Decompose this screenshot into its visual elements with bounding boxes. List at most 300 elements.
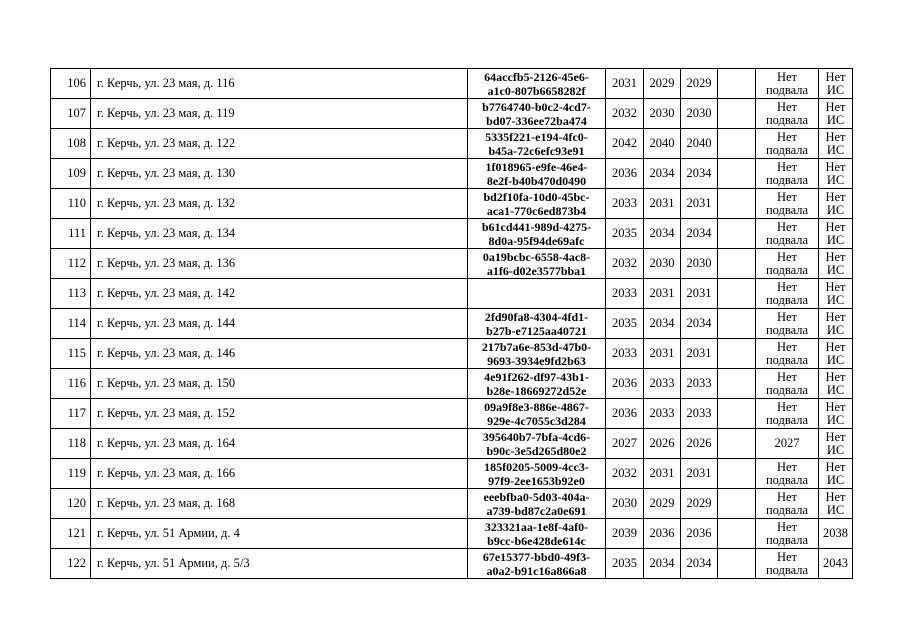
year-cell [681,99,718,129]
guid-line-2: b45a-72c6efc93e91 [488,143,585,158]
housing-table [50,68,853,579]
year-value: 2039 [612,526,637,540]
table-row [51,219,853,249]
year-cell [606,189,644,219]
address-cell [91,219,468,249]
document-page [50,68,853,579]
guid-line-1: 217b7a6e-853d-47b0- [481,339,592,354]
is-line-2: ИС [826,472,845,487]
year-cell [644,279,681,309]
year-cell [644,429,681,459]
address-text: г. Керчь, ул. 23 мая, д. 146 [97,346,236,360]
basement-line-2: подвала [765,532,809,547]
row-number: 110 [67,196,86,210]
year-cell [606,99,644,129]
is-line-1: Нет [825,99,846,114]
row-number-cell [51,249,91,279]
year-value: 2036 [612,406,637,420]
basement-line-2: подвала [765,112,809,127]
guid-cell [468,399,606,429]
year-cell [606,459,644,489]
guid-line-2: a0a2-b91c16a866a8 [486,563,587,578]
guid-line-1: b61cd441-989d-4275- [481,219,592,234]
address-text: г. Керчь, ул. 23 мая, д. 132 [97,196,236,210]
year-cell [681,249,718,279]
row-number-cell [51,159,91,189]
year-value: 2040 [686,136,712,150]
basement-cell [756,129,819,159]
guid-line-2: a1f6-d02e3577bba1 [486,263,587,278]
is-line-1: Нет [825,459,846,474]
basement-value: 2027 [774,436,800,450]
year-value: 2032 [612,256,637,270]
row-number-cell [51,279,91,309]
table-row [51,549,853,579]
basement-cell [756,399,819,429]
basement-line-1: Нет [776,219,798,234]
address-cell [91,159,468,189]
is-line-2: ИС [826,382,845,397]
guid-cell [468,69,606,99]
basement-line-1: Нет [776,309,798,324]
year-cell [606,429,644,459]
row-number: 121 [67,526,86,540]
year-cell [606,159,644,189]
row-number-cell [51,369,91,399]
basement-cell [756,339,819,369]
year-value: 2035 [612,226,637,240]
year-cell [606,489,644,519]
basement-line-1: Нет [776,189,798,204]
is-cell [819,549,853,579]
guid-line-1: 185f0205-5009-4cc3- [484,459,589,474]
year-value: 2031 [649,466,675,480]
is-cell [819,159,853,189]
year-cell [681,129,718,159]
year-cell [681,459,718,489]
year-cell [606,129,644,159]
year-cell [644,189,681,219]
table-row [51,459,853,489]
year-cell [644,99,681,129]
row-number: 119 [67,466,86,480]
year-value: 2031 [686,346,712,360]
year-cell [644,339,681,369]
table-row [51,489,853,519]
is-line-1: Нет [825,189,846,204]
address-text: г. Керчь, ул. 51 Армии, д. 5/3 [97,556,250,570]
basement-cell [756,489,819,519]
address-text: г. Керчь, ул. 23 мая, д. 122 [97,136,236,150]
year-value: 2029 [686,496,712,510]
empty-cell [718,129,756,159]
guid-line-1: 0a19bcbc-6558-4ac8- [482,249,591,264]
is-line-1: Нет [825,249,846,264]
is-cell [819,189,853,219]
is-line-2: ИС [826,442,845,457]
basement-line-2: подвала [765,412,809,427]
guid-line-1: eeebfba0-5d03-404a- [483,489,590,504]
is-cell [819,249,853,279]
year-cell [644,549,681,579]
year-cell [681,369,718,399]
is-line-2: ИС [826,262,845,277]
is-line-2: ИС [826,322,845,337]
empty-cell [718,339,756,369]
guid-line-2: a1c0-807b6658282f [487,83,586,98]
address-cell [91,429,468,459]
address-text: г. Керчь, ул. 23 мая, д. 144 [97,316,236,330]
year-value: 2036 [612,376,637,390]
row-number: 115 [67,346,86,360]
year-value: 2035 [612,316,637,330]
basement-cell [756,279,819,309]
is-line-1: Нет [825,279,846,294]
basement-cell [756,309,819,339]
is-line-2: ИС [826,292,845,307]
is-cell [819,69,853,99]
year-value: 2034 [686,316,712,330]
basement-line-1: Нет [776,339,798,354]
row-number: 118 [67,436,86,450]
basement-line-1: Нет [776,129,798,144]
year-value: 2042 [612,136,637,150]
year-value: 2031 [686,196,712,210]
address-text: г. Керчь, ул. 23 мая, д. 150 [97,376,236,390]
empty-cell [718,69,756,99]
basement-cell [756,99,819,129]
year-value: 2030 [686,256,712,270]
year-cell [681,219,718,249]
guid-line-2: b27b-e7125aa40721 [486,323,587,338]
address-text: г. Керчь, ул. 23 мая, д. 136 [97,256,236,270]
year-cell [681,489,718,519]
row-number: 109 [67,166,86,180]
guid-cell [468,249,606,279]
basement-line-2: подвала [765,472,809,487]
year-value: 2040 [649,136,675,150]
year-cell [606,249,644,279]
is-line-2: ИС [826,352,845,367]
year-cell [644,369,681,399]
year-cell [644,459,681,489]
is-line-1: Нет [825,129,846,144]
guid-cell [468,459,606,489]
row-number-cell [51,99,91,129]
address-text: г. Керчь, ул. 23 мая, д. 119 [97,106,235,120]
basement-line-2: подвала [765,352,809,367]
empty-cell [718,519,756,549]
year-value: 2036 [612,166,637,180]
is-cell [819,519,853,549]
year-value: 2027 [612,436,637,450]
table-row [51,399,853,429]
year-value: 2033 [612,346,637,360]
year-cell [681,279,718,309]
year-cell [681,399,718,429]
basement-line-2: подвала [765,502,809,517]
year-value: 2034 [649,316,675,330]
table-row [51,159,853,189]
year-cell [644,309,681,339]
row-number-cell [51,429,91,459]
year-cell [606,219,644,249]
basement-cell [756,189,819,219]
address-cell [91,69,468,99]
year-value: 2036 [649,526,675,540]
year-cell [681,189,718,219]
year-cell [681,309,718,339]
address-text: г. Керчь, ул. 23 мая, д. 116 [97,76,235,90]
year-value: 2030 [649,106,675,120]
basement-line-1: Нет [776,549,798,564]
row-number: 120 [67,496,86,510]
address-cell [91,309,468,339]
year-value: 2029 [649,496,675,510]
address-cell [91,369,468,399]
row-number: 113 [67,286,86,300]
basement-line-2: подвала [765,202,809,217]
is-line-2: ИС [826,412,845,427]
empty-cell [718,459,756,489]
guid-cell [468,99,606,129]
basement-line-1: Нет [776,69,798,84]
empty-cell [718,399,756,429]
row-number: 111 [68,226,86,240]
is-line-1: Нет [825,69,846,84]
year-value: 2031 [649,196,675,210]
guid-line-2: b90c-3e5d265d80e2 [486,443,587,458]
row-number: 107 [67,106,86,120]
basement-line-1: Нет [776,399,798,414]
basement-cell [756,429,819,459]
is-line-2: ИС [826,202,845,217]
address-text: г. Керчь, ул. 23 мая, д. 134 [97,226,236,240]
guid-line-2: 9693-3934e9fd2b63 [487,353,586,368]
guid-line-1: bd2f10fa-10d0-45bc- [483,189,590,204]
address-cell [91,99,468,129]
year-cell [644,159,681,189]
guid-line-2: b28e-18669272d52e [486,383,587,398]
address-cell [91,549,468,579]
address-text: г. Керчь, ул. 23 мая, д. 142 [97,286,236,300]
year-cell [681,159,718,189]
address-cell [91,399,468,429]
year-value: 2031 [649,346,675,360]
row-number: 116 [67,376,86,390]
table-row [51,189,853,219]
row-number-cell [51,189,91,219]
guid-cell [468,369,606,399]
row-number-cell [51,519,91,549]
year-cell [606,69,644,99]
guid-line-1: 5335f221-e194-4fc0- [485,129,588,144]
guid-line-2: 8e2f-b40b470d0490 [486,173,587,188]
row-number-cell [51,129,91,159]
year-cell [606,279,644,309]
table-row [51,339,853,369]
row-number: 112 [67,256,86,270]
table-row [51,99,853,129]
basement-line-1: Нет [776,459,798,474]
year-value: 2031 [686,466,712,480]
address-text: г. Керчь, ул. 51 Армии, д. 4 [97,526,240,540]
basement-line-2: подвала [765,292,809,307]
year-value: 2030 [686,106,712,120]
guid-cell [468,549,606,579]
year-cell [681,549,718,579]
is-cell [819,309,853,339]
guid-line-2: aca1-770c6ed873b4 [486,203,587,218]
is-line-1: Нет [825,489,846,504]
is-cell [819,489,853,519]
basement-line-1: Нет [776,519,798,534]
address-cell [91,489,468,519]
empty-cell [718,99,756,129]
is-cell [819,99,853,129]
basement-line-1: Нет [776,369,798,384]
row-number: 108 [67,136,86,150]
is-cell [819,429,853,459]
address-text: г. Керчь, ул. 23 мая, д. 164 [97,436,236,450]
guid-cell [468,489,606,519]
year-value: 2033 [686,406,712,420]
year-cell [644,399,681,429]
address-text: г. Керчь, ул. 23 мая, д. 168 [97,496,236,510]
year-value: 2036 [686,526,712,540]
address-cell [91,129,468,159]
table-row [51,249,853,279]
table-row [51,369,853,399]
year-value: 2033 [686,376,712,390]
guid-cell [468,159,606,189]
basement-cell [756,159,819,189]
basement-line-2: подвала [765,142,809,157]
table-row [51,69,853,99]
is-cell [819,399,853,429]
row-number-cell [51,219,91,249]
guid-cell [468,339,606,369]
year-cell [606,309,644,339]
is-value: 2038 [823,526,848,540]
basement-line-2: подвала [765,562,809,577]
year-cell [644,129,681,159]
year-cell [606,549,644,579]
basement-line-2: подвала [765,382,809,397]
year-cell [681,519,718,549]
address-cell [91,279,468,309]
is-line-2: ИС [826,172,845,187]
row-number-cell [51,69,91,99]
is-value: 2043 [823,556,848,570]
basement-cell [756,519,819,549]
guid-cell [468,279,606,309]
row-number-cell [51,459,91,489]
empty-cell [718,159,756,189]
year-cell [644,69,681,99]
year-value: 2033 [649,406,675,420]
guid-line-1: 2fd90fa8-4304-4fd1- [484,309,589,324]
year-value: 2034 [686,226,712,240]
empty-cell [718,369,756,399]
guid-line-2: 929e-4c7055c3d284 [487,413,586,428]
table-row [51,279,853,309]
basement-cell [756,249,819,279]
address-cell [91,249,468,279]
guid-cell [468,219,606,249]
basement-line-1: Нет [776,99,798,114]
year-cell [644,249,681,279]
year-cell [606,399,644,429]
guid-line-2: b9cc-b6e428de614c [487,533,586,548]
address-text: г. Керчь, ул. 23 мая, д. 166 [97,466,236,480]
basement-line-1: Нет [776,489,798,504]
table-body [51,69,853,579]
row-number-cell [51,489,91,519]
empty-cell [718,189,756,219]
is-cell [819,369,853,399]
row-number-cell [51,309,91,339]
year-cell [681,69,718,99]
guid-line-1: 09a9f8e3-886e-4867- [484,399,589,414]
is-cell [819,219,853,249]
table-row [51,519,853,549]
address-cell [91,339,468,369]
year-value: 2030 [612,496,637,510]
table-row [51,309,853,339]
year-value: 2026 [649,436,675,450]
is-cell [819,279,853,309]
is-line-1: Нет [825,369,846,384]
guid-cell [468,519,606,549]
is-line-2: ИС [826,232,845,247]
empty-cell [718,549,756,579]
year-value: 2034 [649,226,675,240]
guid-line-2: 97f9-2ee1653b92e0 [488,473,585,488]
basement-line-1: Нет [776,249,798,264]
year-value: 2034 [686,166,712,180]
row-number: 117 [67,406,86,420]
year-value: 2031 [649,286,675,300]
address-text: г. Керчь, ул. 23 мая, д. 130 [97,166,236,180]
row-number-cell [51,399,91,429]
year-value: 2033 [612,196,637,210]
table-row [51,429,853,459]
year-value: 2030 [649,256,675,270]
guid-cell [468,189,606,219]
address-cell [91,459,468,489]
empty-cell [718,219,756,249]
basement-cell [756,459,819,489]
is-line-2: ИС [826,142,845,157]
guid-line-1: 395640b7-7bfa-4cd6- [482,429,591,444]
is-line-2: ИС [826,112,845,127]
guid-line-2: a739-bd87c2a0e691 [486,503,587,518]
year-cell [644,489,681,519]
year-value: 2035 [612,556,637,570]
year-value: 2031 [612,76,637,90]
guid-line-1: b7764740-b0c2-4cd7- [482,99,591,114]
is-line-1: Нет [825,309,846,324]
year-value: 2029 [649,76,675,90]
basement-line-2: подвала [765,262,809,277]
year-value: 2032 [612,466,637,480]
basement-cell [756,219,819,249]
year-value: 2034 [649,166,675,180]
year-cell [681,429,718,459]
guid-line-2: bd07-336ee72ba474 [486,113,587,128]
basement-line-2: подвала [765,82,809,97]
